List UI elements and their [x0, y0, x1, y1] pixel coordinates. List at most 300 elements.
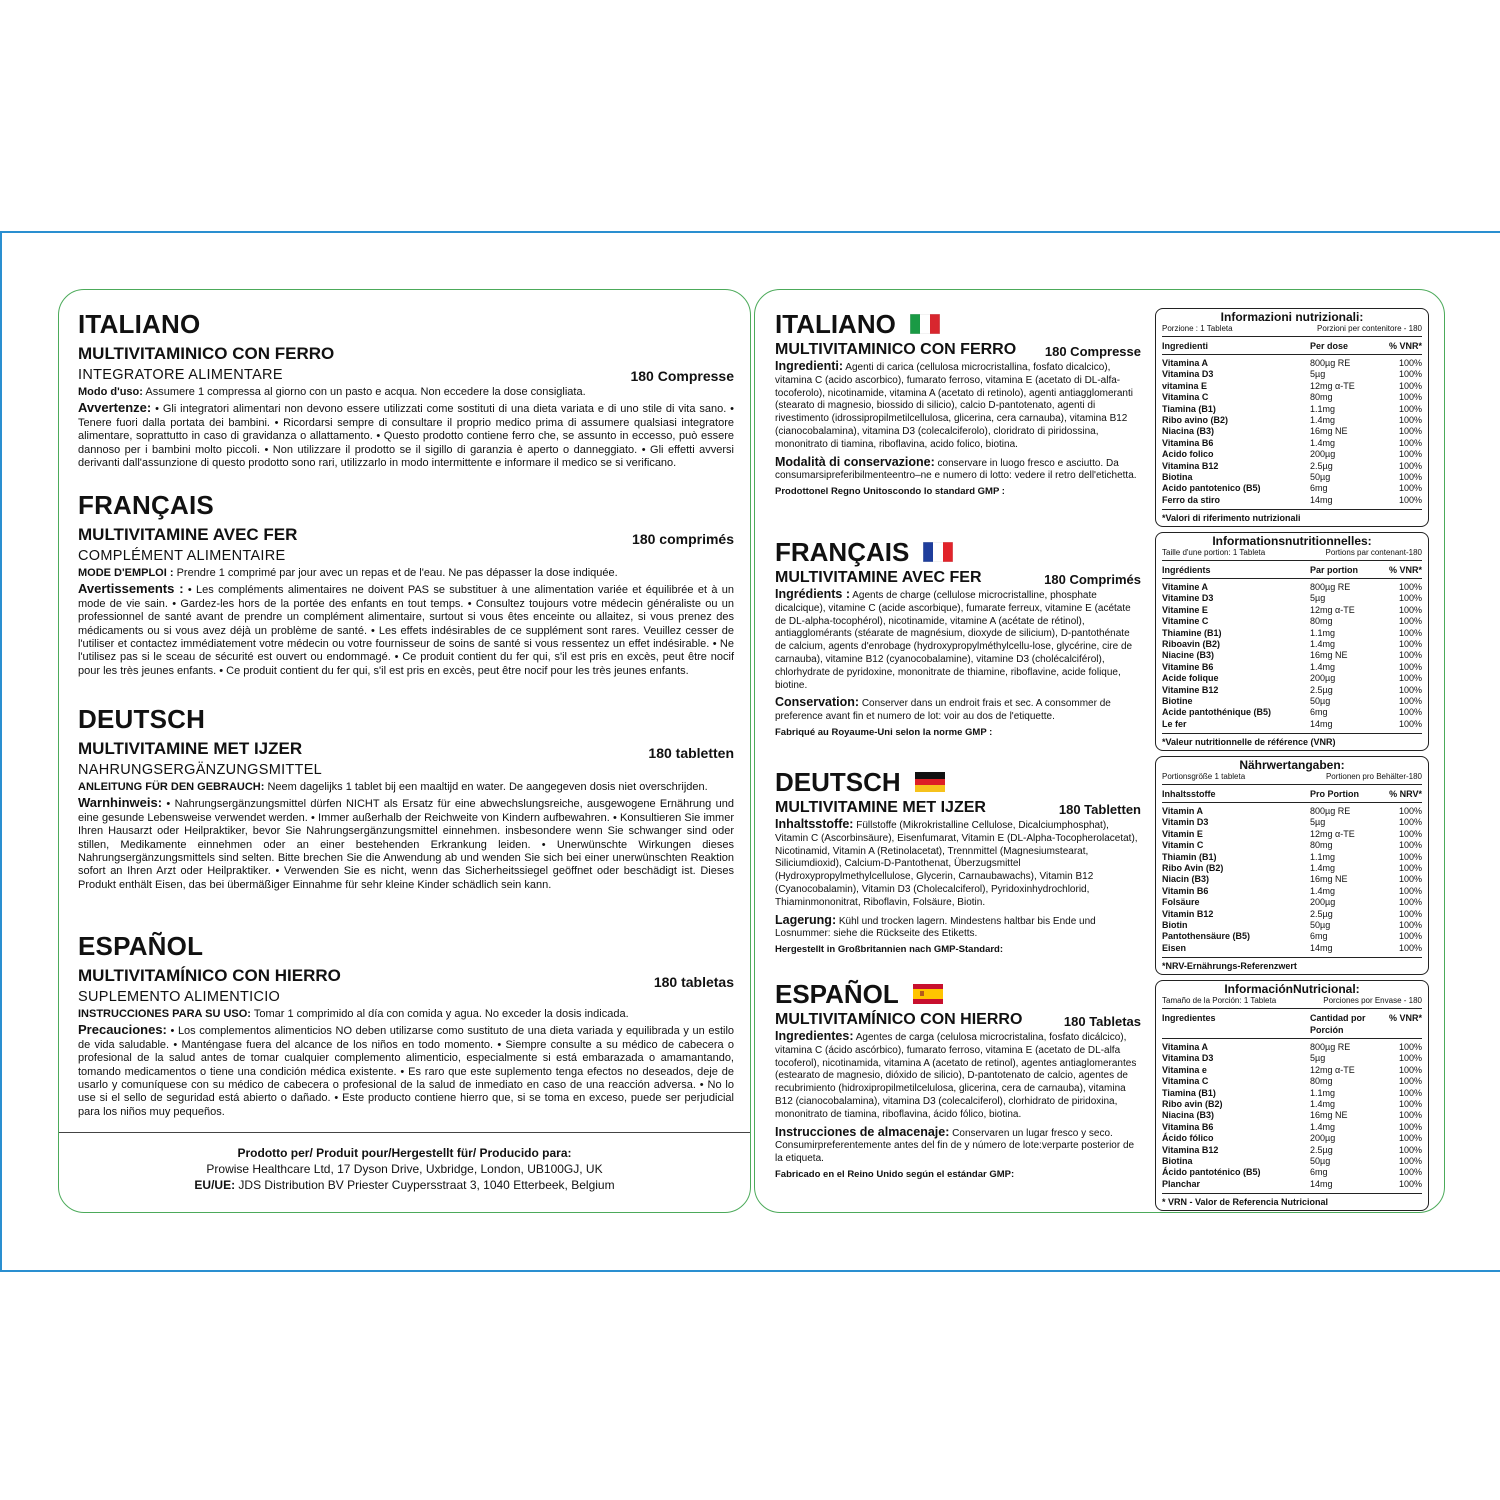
nutrient-nrv: 100%	[1398, 369, 1422, 380]
nutrition-footnote: * VRN - Valor de Referencia Nutricional	[1162, 1193, 1422, 1208]
nutrient-name: Ácido pantoténico (B5)	[1162, 1167, 1261, 1178]
nutrient-nrv: 100%	[1398, 460, 1422, 471]
quantity: 180 Tabletas	[1063, 1014, 1141, 1029]
nutrient-name: Niacine (B3)	[1162, 650, 1215, 661]
nutrient-amount: 5µg	[1310, 369, 1326, 380]
quantity: 180 Comprimés	[1044, 572, 1141, 587]
servings-per-container: Portions par contenant-180	[1325, 548, 1422, 557]
nutrition-row	[1162, 472, 1422, 483]
nutrient-nrv: 100%	[1398, 851, 1422, 862]
nutrition-serving-info	[1162, 324, 1422, 337]
nutrient-nrv: 100%	[1398, 483, 1422, 494]
nutrient-nrv: 100%	[1398, 806, 1422, 816]
language-heading: DEUTSCH	[78, 704, 206, 734]
nutrient-nrv: 100%	[1398, 426, 1422, 437]
nutrient-amount: 50µg	[1310, 696, 1331, 707]
header-ingredient: Ingrédients	[1162, 565, 1211, 575]
nutrient-name: Ácido fólico	[1162, 1133, 1214, 1144]
nutrient-amount: 80mg	[1310, 840, 1333, 851]
quantity: 180 Compresse	[1044, 344, 1141, 359]
ingredients-text: Inhaltsstoffe: Füllstoffe (Mikrokristalline Cellulose, Dicalciumphosphat), Vitamin C (Ascorbinsäure), Eisenfumarat, Vitamin E (DL-Alpha-Tocopherolacetat), Nicotinamid, Vitamin A (Retinolacetat), Trennmittel (Magnesiumstearat, Siliciumdioxid), Calcium-D-Pantothenat, Überzugsmittel (Hydroxypropylmethylcellulose, Glycerin, Carnaubawachs), Vitamin B12 (Cyanocobalamin), Vitamin D3 (Cholecalciferol), Pyridoxinhydrochlorid, Thiaminmononitrat, Riboflavin, Folsäure, Biotin.	[775, 817, 1138, 908]
section-francais	[78, 491, 734, 678]
nutrient-amount: 200µg	[1310, 449, 1336, 460]
product-name: MULTIVITAMINICO CON FERRO 180 Compresse	[775, 341, 1141, 359]
nutrient-amount: 16mg NE	[1310, 650, 1348, 661]
nutrition-row	[1162, 1110, 1422, 1121]
storage-text: Lagerung: Kühl und trocken lagern. Mindestens haltbar bis Ende und Losnummer: siehe die Rückseite des Etiketts.	[775, 912, 1096, 940]
nutrition-row	[1162, 863, 1422, 874]
nutrient-amount: 12mg α-TE	[1310, 1064, 1355, 1075]
nutrition-row	[1162, 1133, 1422, 1144]
storage-text: Modalità di conservazione: conservare in luogo fresco e asciutto. Da consumarsipreferibilmenteentro–ne e numero di lotto: vedere il retro dell'etichetta.	[775, 454, 1137, 482]
nutrient-name: Vitamin E	[1162, 828, 1203, 839]
nutrient-name: Biotina	[1162, 472, 1193, 483]
nutrition-row	[1162, 358, 1422, 369]
footer-eu-address: EU/UE: JDS Distribution BV Priester Cuypersstraat 3, 1040 Etterbeek, Belgium	[194, 1178, 615, 1192]
nutrient-amount: 1.4mg	[1310, 1099, 1336, 1110]
nutrition-table-espanol	[1155, 980, 1429, 1211]
serving-size: Porzione : 1 Tableta	[1162, 324, 1233, 333]
nutrition-row	[1162, 897, 1422, 908]
nutrient-amount: 6mg	[1310, 707, 1328, 718]
ingredients-text: Ingredientes: Agentes de carga (celulosa microcristalina, fosfato dicálcico), vitamina C (ácido ascórbico), fumarato ferroso, vitamina E (acetato de DL-alfa tocoferol), nicotinamida, vitamina A (acetato de retinol), agentes antiaglomerantes (estearato de magnesio, dióxido de silicio), D-pantotenato de calcio, agentes de recubrimiento (hidroxipropilmetilcelulosa, glicerina, cera de carnauba), vitamina B12 (cianocobalamina), vitamina D3 (colecalciferol), clorhidrato de piridoxina, mononitrato de tiamina, riboflavina, ácido fólico, biotina.	[775, 1029, 1137, 1120]
nutrition-row	[1162, 1167, 1422, 1178]
nutrient-amount: 5µg	[1310, 1053, 1326, 1064]
nutrient-amount: 16mg NE	[1310, 874, 1348, 885]
nutrition-row	[1162, 662, 1422, 673]
nutrient-amount: 14mg	[1310, 718, 1333, 729]
nutrient-name: Niacin (B3)	[1162, 874, 1210, 885]
nutrition-header-row	[1162, 561, 1422, 579]
header-amount: Per dose	[1310, 341, 1349, 351]
quantity: 180 Tabletten	[1058, 802, 1141, 817]
product-name: MULTIVITAMINICO CON FERRO	[78, 344, 335, 363]
nutrient-amount: 16mg NE	[1310, 426, 1348, 437]
nutrient-nrv: 100%	[1398, 817, 1422, 828]
header-ingredient: Ingredientes	[1162, 1013, 1216, 1023]
nutrient-amount: 2.5µg	[1310, 1144, 1333, 1155]
header-ingredient: Ingredienti	[1162, 341, 1209, 351]
section-italiano-right	[775, 310, 1141, 497]
section-francais-right	[775, 538, 1141, 738]
nutrient-amount: 5µg	[1310, 593, 1326, 604]
nutrient-name: Vitamina C	[1162, 392, 1209, 403]
nutrient-amount: 1.4mg	[1310, 437, 1336, 448]
nutrition-rows	[1162, 803, 1422, 955]
nutrient-nrv: 100%	[1398, 616, 1422, 627]
nutrition-row	[1162, 874, 1422, 885]
storage-text: Instrucciones de almacenaje: Conservaren un lugar fresco y seco. Consumirpreferentemente antes del fin de y número de lote:verparte posterior de la etiqueta.	[775, 1124, 1135, 1165]
nutrition-row	[1162, 673, 1422, 684]
nutrient-nrv: 100%	[1398, 840, 1422, 851]
warnings-text: Warnhinweis: • Nahrungsergänzungsmittel dürfen NICHT als Ersatz für eine abwechslungsreiche, ausgewogene Ernährung und eine gesunde Lebensweise verwendet werden. • Immer außerhalb der Reichweite von Kindern aufbewahren. • Konsultieren Sie immer Ihren Hausarzt oder Heilpraktiker, bevor Sie Nahrungsergänzungsmittel einnehmen. insbesondere wenn Sie schwanger sind oder stillen, Medikamente einnehmen oder an einer bestehenden Erkrankung leiden. • Unerwünschte Wirkungen dieses Nahrungsergänzungsmittels sind selten. Bitte brechen Sie die Anwendung ab und wenden Sie sich bei einer unerwünschten Reaktion sofort an Ihren Arzt oder Heilpraktiker. • Verwenden Sie es nicht, wenn das Sicherheitssiegel geöffnet oder beschädigt ist. Dieses Produkt enthält Eisen, das bei übermäßiger Einnahme für sehr kleine Kinder schädlich sein kann.	[78, 795, 734, 891]
nutrition-serving-info	[1162, 548, 1422, 561]
nutrition-footnote: *NRV-Ernährungs-Referenzwert	[1162, 957, 1422, 972]
nutrient-amount: 800µg RE	[1310, 806, 1351, 816]
nutrient-amount: 80mg	[1310, 392, 1333, 403]
nutrient-nrv: 100%	[1398, 1053, 1422, 1064]
nutrient-amount: 2.5µg	[1310, 908, 1333, 919]
nutrition-row	[1162, 920, 1422, 931]
nutrient-nrv: 100%	[1398, 673, 1422, 684]
france-flag-icon	[923, 542, 953, 562]
nutrient-nrv: 100%	[1398, 942, 1422, 953]
nutrient-amount: 200µg	[1310, 673, 1336, 684]
nutrient-amount: 12mg α-TE	[1310, 604, 1355, 615]
nutrient-nrv: 100%	[1398, 661, 1422, 672]
storage-text: Conservation: Conserver dans un endroit frais et sec. A consommer de preference avant fin et numero de lot: voir au dos de l'etiquette.	[775, 695, 1111, 723]
nutrient-amount: 80mg	[1310, 616, 1333, 627]
nutrient-amount: 800µg RE	[1310, 358, 1351, 368]
nutrient-amount: 1.1mg	[1310, 627, 1336, 638]
language-heading: ESPAÑOL	[775, 980, 1141, 1008]
nutrition-row	[1162, 817, 1422, 828]
nutrient-nrv: 100%	[1398, 696, 1422, 707]
nutrient-nrv: 100%	[1398, 582, 1422, 592]
section-espanol	[78, 932, 734, 1119]
footer-made-for: Prodotto per/ Produit pour/Hergestellt für/ Producido para:	[237, 1146, 572, 1160]
usage-text: Modo d'uso: Assumere 1 compressa al giorno con un pasto e acqua. Non eccedere la dose consigliata.	[78, 386, 586, 398]
servings-per-container: Porzioni per contenitore - 180	[1317, 324, 1422, 333]
nutrient-name: Vitamin B12	[1162, 908, 1214, 919]
nutrient-name: Tiamina (B1)	[1162, 403, 1216, 414]
nutrient-nrv: 100%	[1398, 931, 1422, 942]
nutrient-name: Vitamina B6	[1162, 1121, 1214, 1132]
nutrition-row	[1162, 426, 1422, 437]
nutrient-name: Vitamin A	[1162, 806, 1204, 816]
header-nrv: % NRV*	[1389, 789, 1422, 799]
nutrition-row	[1162, 1122, 1422, 1133]
nutrient-nrv: 100%	[1398, 684, 1422, 695]
nutrient-amount: 12mg α-TE	[1310, 380, 1355, 391]
nutrition-rows	[1162, 1039, 1422, 1191]
nutrient-name: Ferro da stiro	[1162, 494, 1221, 505]
made-in-text: Fabricado en el Reino Unido según el estándar GMP:	[775, 1168, 1015, 1180]
product-type: INTEGRATORE ALIMENTARE	[78, 367, 283, 383]
made-in-text: Hergestellt in Großbritannien nach GMP-Standard:	[775, 944, 1004, 956]
nutrient-nrv: 100%	[1398, 920, 1422, 931]
nutrient-name: Vitamina C	[1162, 1076, 1209, 1087]
nutrition-row	[1162, 685, 1422, 696]
language-heading: DEUTSCH	[775, 768, 1141, 796]
nutrient-nrv: 100%	[1398, 885, 1422, 896]
section-deutsch	[78, 705, 734, 892]
nutrition-row	[1162, 593, 1422, 604]
nutrition-row	[1162, 719, 1422, 730]
left-panel	[58, 289, 751, 1213]
nutrient-amount: 14mg	[1310, 942, 1333, 953]
nutrition-row	[1162, 392, 1422, 403]
nutrition-row	[1162, 1065, 1422, 1076]
nutrient-nrv: 100%	[1398, 1167, 1422, 1178]
nutrition-row	[1162, 639, 1422, 650]
product-type: SUPLEMENTO ALIMENTICIO	[78, 989, 281, 1005]
nutrient-name: Niacina (B3)	[1162, 426, 1215, 437]
nutrition-row	[1162, 404, 1422, 415]
nutrient-name: Vitamina B6	[1162, 437, 1214, 448]
language-heading: FRANÇAIS	[78, 490, 214, 520]
nutrient-nrv: 100%	[1398, 1076, 1422, 1087]
nutrition-row	[1162, 1145, 1422, 1156]
nutrient-name: Planchar	[1162, 1178, 1201, 1189]
nutrient-name: Thiamine (B1)	[1162, 627, 1222, 638]
nutrition-rows	[1162, 579, 1422, 731]
nutrition-table-francais	[1155, 532, 1429, 751]
servings-per-container: Portionen pro Behälter-180	[1325, 772, 1422, 781]
nutrient-amount: 6mg	[1310, 483, 1328, 494]
nutrient-nrv: 100%	[1398, 908, 1422, 919]
germany-flag-icon	[915, 772, 945, 792]
nutrient-nrv: 100%	[1398, 392, 1422, 403]
language-heading: ESPAÑOL	[78, 931, 204, 961]
product-name: MULTIVITAMINE MET IJZER	[78, 739, 303, 758]
nutrition-row	[1162, 707, 1422, 718]
nutrient-name: vitamina E	[1162, 380, 1208, 391]
nutrition-row	[1162, 943, 1422, 954]
product-type: NAHRUNGSERGÄNZUNGSMITTEL	[78, 762, 323, 778]
nutrient-amount: 2.5µg	[1310, 684, 1333, 695]
nutrient-nrv: 100%	[1398, 863, 1422, 874]
product-name: MULTIVITAMINE AVEC FER 180 Comprimés	[775, 569, 1141, 587]
nutrient-name: Vitamina D3	[1162, 1053, 1214, 1064]
usage-text: INSTRUCCIONES PARA SU USO: Tomar 1 comprimido al día con comida y agua. No exceder la dosis indicada.	[78, 1008, 629, 1020]
nutrient-nrv: 100%	[1398, 1144, 1422, 1155]
nutrient-amount: 1.4mg	[1310, 415, 1336, 426]
nutrient-nrv: 100%	[1398, 403, 1422, 414]
quantity: 180 comprimés	[632, 531, 734, 547]
nutrition-footnote: *Valori di riferimento nutrizionali	[1162, 509, 1422, 524]
nutrition-row	[1162, 840, 1422, 851]
nutrition-row	[1162, 1076, 1422, 1087]
nutrient-amount: 6mg	[1310, 1167, 1328, 1178]
product-type: COMPLÉMENT ALIMENTAIRE	[78, 548, 286, 564]
nutrient-amount: 2.5µg	[1310, 460, 1333, 471]
nutrition-header-row	[1162, 1009, 1422, 1039]
nutrient-amount: 1.4mg	[1310, 863, 1336, 874]
nutrient-name: Thiamin (B1)	[1162, 851, 1217, 862]
nutrition-header-row	[1162, 337, 1422, 355]
nutrient-name: Biotine	[1162, 696, 1193, 707]
nutrient-name: Vitamin D3	[1162, 817, 1209, 828]
sheet-left-edge	[0, 231, 2, 1272]
nutrient-nrv: 100%	[1398, 1156, 1422, 1167]
nutrition-row	[1162, 806, 1422, 817]
nutrient-amount: 800µg RE	[1310, 582, 1351, 592]
nutrient-amount: 12mg α-TE	[1310, 828, 1355, 839]
nutrient-name: Acide folique	[1162, 673, 1219, 684]
header-amount: Cantidad por Porción	[1310, 1013, 1366, 1035]
nutrient-name: Eisen	[1162, 942, 1187, 953]
nutrient-amount: 1.4mg	[1310, 639, 1336, 650]
nutrient-nrv: 100%	[1398, 1178, 1422, 1189]
nutrition-row	[1162, 931, 1422, 942]
nutrient-name: Ribo avin (B2)	[1162, 1099, 1223, 1110]
nutrition-row	[1162, 582, 1422, 593]
nutrition-row	[1162, 1179, 1422, 1190]
nutrient-amount: 50µg	[1310, 1156, 1331, 1167]
nutrient-name: Pantothensäure (B5)	[1162, 931, 1251, 942]
nutrition-title: Informationsnutritionnelles:	[1212, 534, 1372, 548]
product-name: MULTIVITAMÍNICO CON HIERRO 180 Tabletas	[775, 1011, 1141, 1029]
nutrient-amount: 1.4mg	[1310, 885, 1336, 896]
nutrition-row	[1162, 886, 1422, 897]
quantity: 180 Compresse	[630, 368, 734, 384]
right-panel	[754, 289, 1445, 1213]
nutrient-nrv: 100%	[1398, 1042, 1422, 1052]
nutrient-amount: 1.1mg	[1310, 1087, 1336, 1098]
nutrient-name: Acido pantotenico (B5)	[1162, 483, 1261, 494]
nutrition-row	[1162, 1088, 1422, 1099]
nutrition-title: InformaciónNutricional:	[1224, 982, 1360, 996]
nutrient-nrv: 100%	[1398, 449, 1422, 460]
nutrition-serving-info	[1162, 772, 1422, 785]
nutrient-amount: 16mg NE	[1310, 1110, 1348, 1121]
header-nrv: % VNR*	[1388, 565, 1422, 575]
nutrition-row	[1162, 1156, 1422, 1167]
warnings-text: Precauciones: • Los complementos alimenticios NO deben utilizarse como sustituto de una dieta variada y equilibrada y un estilo de vida saludable. • Manténgase fuera del alcance de los niños en todo momento. • Siempre consulte a su médico de cabecera o profesional de la salud antes de tomar cualquier complemento alimenticio, especialmente si está embarazada o amamantando, tomando medicamentos o tiene una condición médica existente. • Es raro que este suplemento tenga efectos no deseados, deje de usarlo y comuníquese con su médico de cabecera o profesional de la salud de inmediato en caso de una reacción adversa. • No lo use si el sello de seguridad está abierto o dañado. • Este producto contiene hierro que, si se toma en exceso, puede ser perjudicial para los niños muy pequeños.	[78, 1022, 734, 1118]
nutrition-table-deutsch	[1155, 756, 1429, 975]
servings-per-container: Porciones por Envase - 180	[1323, 996, 1422, 1005]
header-amount: Pro Portion	[1310, 789, 1359, 799]
nutrition-row	[1162, 628, 1422, 639]
product-name: MULTIVITAMINE MET IJZER 180 Tabletten	[775, 799, 1141, 817]
section-italiano	[78, 310, 734, 470]
nutrition-row	[1162, 616, 1422, 627]
nutrient-nrv: 100%	[1398, 874, 1422, 885]
nutrient-nrv: 100%	[1398, 415, 1422, 426]
nutrient-name: Vitamina A	[1162, 1042, 1209, 1052]
nutrient-amount: 6mg	[1310, 931, 1328, 942]
product-name: MULTIVITAMÍNICO CON HIERRO	[78, 966, 341, 985]
nutrient-nrv: 100%	[1398, 707, 1422, 718]
nutrition-row	[1162, 495, 1422, 506]
nutrient-name: Acide pantothénique (B5)	[1162, 707, 1272, 718]
quantity: 180 tabletas	[653, 974, 734, 990]
nutrition-row	[1162, 909, 1422, 920]
spain-flag-icon	[913, 984, 943, 1004]
nutrient-nrv: 100%	[1398, 897, 1422, 908]
serving-size: Taille d'une portion: 1 Tableta	[1162, 548, 1266, 557]
nutrition-row	[1162, 852, 1422, 863]
nutrition-row	[1162, 449, 1422, 460]
nutrient-amount: 14mg	[1310, 1178, 1333, 1189]
nutrient-nrv: 100%	[1398, 494, 1422, 505]
nutrient-name: Vitamine C	[1162, 616, 1209, 627]
nutrient-nrv: 100%	[1398, 1110, 1422, 1121]
made-in-text: Fabriqué au Royaume-Uni selon la norme GMP :	[775, 726, 993, 738]
nutrition-row	[1162, 483, 1422, 494]
nutrition-row	[1162, 829, 1422, 840]
nutrient-name: Vitamine B12	[1162, 684, 1219, 695]
nutrient-nrv: 100%	[1398, 437, 1422, 448]
nutrient-amount: 1.4mg	[1310, 661, 1336, 672]
nutrient-nrv: 100%	[1398, 1133, 1422, 1144]
nutrition-header-row	[1162, 785, 1422, 803]
nutrition-row	[1162, 461, 1422, 472]
nutrient-name: Vitamine A	[1162, 582, 1209, 592]
nutrition-serving-info	[1162, 996, 1422, 1009]
nutrient-name: Vitamina A	[1162, 358, 1209, 368]
nutrition-row	[1162, 696, 1422, 707]
nutrient-name: Vitamine E	[1162, 604, 1208, 615]
footer-uk-address: Prowise Healthcare Ltd, 17 Dyson Drive, Uxbridge, London, UB100GJ, UK	[206, 1162, 603, 1176]
nutrition-row	[1162, 438, 1422, 449]
nutrient-nrv: 100%	[1398, 1064, 1422, 1075]
nutrient-name: Biotin	[1162, 920, 1188, 931]
warnings-text: Avertissements : • Les compléments alimentaires ne doivent PAS se substituer à une alimentation variée et équilibrée et à un mode de vie sain. • Gardez-les hors de la portée des enfants en tout temps. • Consultez toujours votre médecin généraliste ou un professionnel de santé avant de prendre un complément alimentaire, surtout si vous êtes enceinte ou allaitez, si vous prenez des médicaments ou si vous avez déjà un problème de santé. • Les effets indésirables de ce supplément sont rares. Veuillez cesser de l'utiliser et contactez immédiatement votre médecin ou votre fournisseur de soins de santé si vous ressentez un effet indésirable. • Ne l'utilisez pas si le sceau de sécurité est ouvert ou endommagé. • Ce produit contient du fer qui, s'il est pris en excès, peut être nocif pour les très jeunes enfants. • Ce produit contient du fer qui, s'il est pris en excès, peut être nocif pour les très jeunes enfants.	[78, 581, 734, 677]
nutrition-row	[1162, 1053, 1422, 1064]
serving-size: Portionsgröße 1 tableta	[1162, 772, 1246, 781]
made-in-text: Prodottonel Regno Unitoscondo lo standard GMP :	[775, 486, 1005, 498]
manufacturer-footer	[59, 1132, 750, 1193]
nutrient-nrv: 100%	[1398, 650, 1422, 661]
nutrient-name: Vitamina D3	[1162, 369, 1214, 380]
nutrient-name: Ribo Avin (B2)	[1162, 863, 1224, 874]
nutrient-nrv: 100%	[1398, 718, 1422, 729]
nutrition-row	[1162, 1099, 1422, 1110]
nutrient-nrv: 100%	[1398, 604, 1422, 615]
product-name: MULTIVITAMINE AVEC FER	[78, 525, 298, 544]
nutrient-nrv: 100%	[1398, 639, 1422, 650]
nutrition-row	[1162, 381, 1422, 392]
language-heading: ITALIANO	[775, 310, 1141, 338]
header-nrv: % VNR*	[1388, 341, 1422, 351]
nutrient-name: Riboavin (B2)	[1162, 639, 1221, 650]
nutrient-nrv: 100%	[1398, 828, 1422, 839]
header-amount: Par portion	[1310, 565, 1359, 575]
nutrition-title: Nährwertangaben:	[1239, 758, 1345, 772]
nutrition-row	[1162, 1042, 1422, 1053]
nutrient-name: Ribo avino (B2)	[1162, 415, 1229, 426]
nutrient-amount: 50µg	[1310, 920, 1331, 931]
nutrient-nrv: 100%	[1398, 1121, 1422, 1132]
nutrient-nrv: 100%	[1398, 593, 1422, 604]
nutrition-title: Informazioni nutrizionali:	[1220, 310, 1364, 324]
nutrient-amount: 14mg	[1310, 494, 1333, 505]
nutrient-name: Vitamina e	[1162, 1064, 1207, 1075]
quantity: 180 tabletten	[648, 745, 734, 761]
usage-text: ANLEITUNG FÜR DEN GEBRAUCH: Neem dagelijks 1 tablet bij een maaltijd en water. De aangegeven dosis niet overschrijden.	[78, 781, 708, 793]
ingredients-text: Ingredienti: Agenti di carica (cellulosa microcristallina, fosfato dicalcico), vitamina C (acido ascorbico), fumarato ferroso, vitamina E (acetato di DL-alfa-tocoferolo), nicotinamide, vitamina A (acetato di retinolo), agenti antiagglomeranti (stearato di magnesio, biossido di silicio), calcio D-pantotenato, agenti di rivestimento (idrossipropilmetilcellulosa, glicerina, cera carnauba), vitamina B12 (cianocobalamina), vitamina D3 (colecalciferolo), cloridrato di piridossina, mononitrato di tiamina, riboflavina, acido folico, biotina.	[775, 359, 1133, 450]
language-heading: FRANÇAIS	[775, 538, 1141, 566]
nutrient-amount: 50µg	[1310, 472, 1331, 483]
nutrient-name: Vitamine B6	[1162, 661, 1214, 672]
nutrient-nrv: 100%	[1398, 358, 1422, 368]
nutrient-name: Folsäure	[1162, 897, 1200, 908]
usage-text: MODE D'EMPLOI : Prendre 1 comprimé par jour avec un repas et de l'eau. Ne pas dépasser la dose indiquée.	[78, 567, 618, 579]
nutrient-nrv: 100%	[1398, 1087, 1422, 1098]
nutrient-amount: 1.1mg	[1310, 403, 1336, 414]
nutrient-nrv: 100%	[1398, 472, 1422, 483]
nutrition-row	[1162, 415, 1422, 426]
ingredients-text: Ingrédients : Agents de charge (cellulose microcristalline, phosphate dicalcique), vitamine C (acide ascorbique), fumarate ferreux, vitamine E (acétate de DL-alpha-tocophérol), nicotinamide, vitamine A (acétate de rétinol), antiagglomérants (stéarate de magnésium, dioxyde de silicium), D-pantothénate de calcium, agents d'enrobage (hydroxypropylméthylcellu-lose, glycérine, cire de carnauba), vitamine B12 (cyanocobalamine), vitamine D3 (cholécalciférol), chlorhydrate de pyridoxine, mononitrate de thiamine, riboflavine, acide folique, biotine.	[775, 587, 1133, 691]
nutrient-amount: 5µg	[1310, 817, 1326, 828]
nutrition-row	[1162, 369, 1422, 380]
nutrient-amount: 200µg	[1310, 1133, 1336, 1144]
nutrient-name: Acido folico	[1162, 449, 1214, 460]
nutrient-amount: 200µg	[1310, 897, 1336, 908]
nutrient-nrv: 100%	[1398, 380, 1422, 391]
nutrition-table-italiano	[1155, 308, 1429, 527]
nutrition-rows	[1162, 355, 1422, 507]
serving-size: Tamaño de la Porción: 1 Tableta	[1162, 996, 1277, 1005]
nutrient-amount: 1.1mg	[1310, 851, 1336, 862]
nutrient-name: Tiamina (B1)	[1162, 1087, 1216, 1098]
nutrition-footnote: *Valeur nutritionnelle de référence (VNR)	[1162, 733, 1422, 748]
nutrition-row	[1162, 605, 1422, 616]
section-espanol-right	[775, 980, 1141, 1180]
nutrient-name: Vitamin B6	[1162, 885, 1209, 896]
